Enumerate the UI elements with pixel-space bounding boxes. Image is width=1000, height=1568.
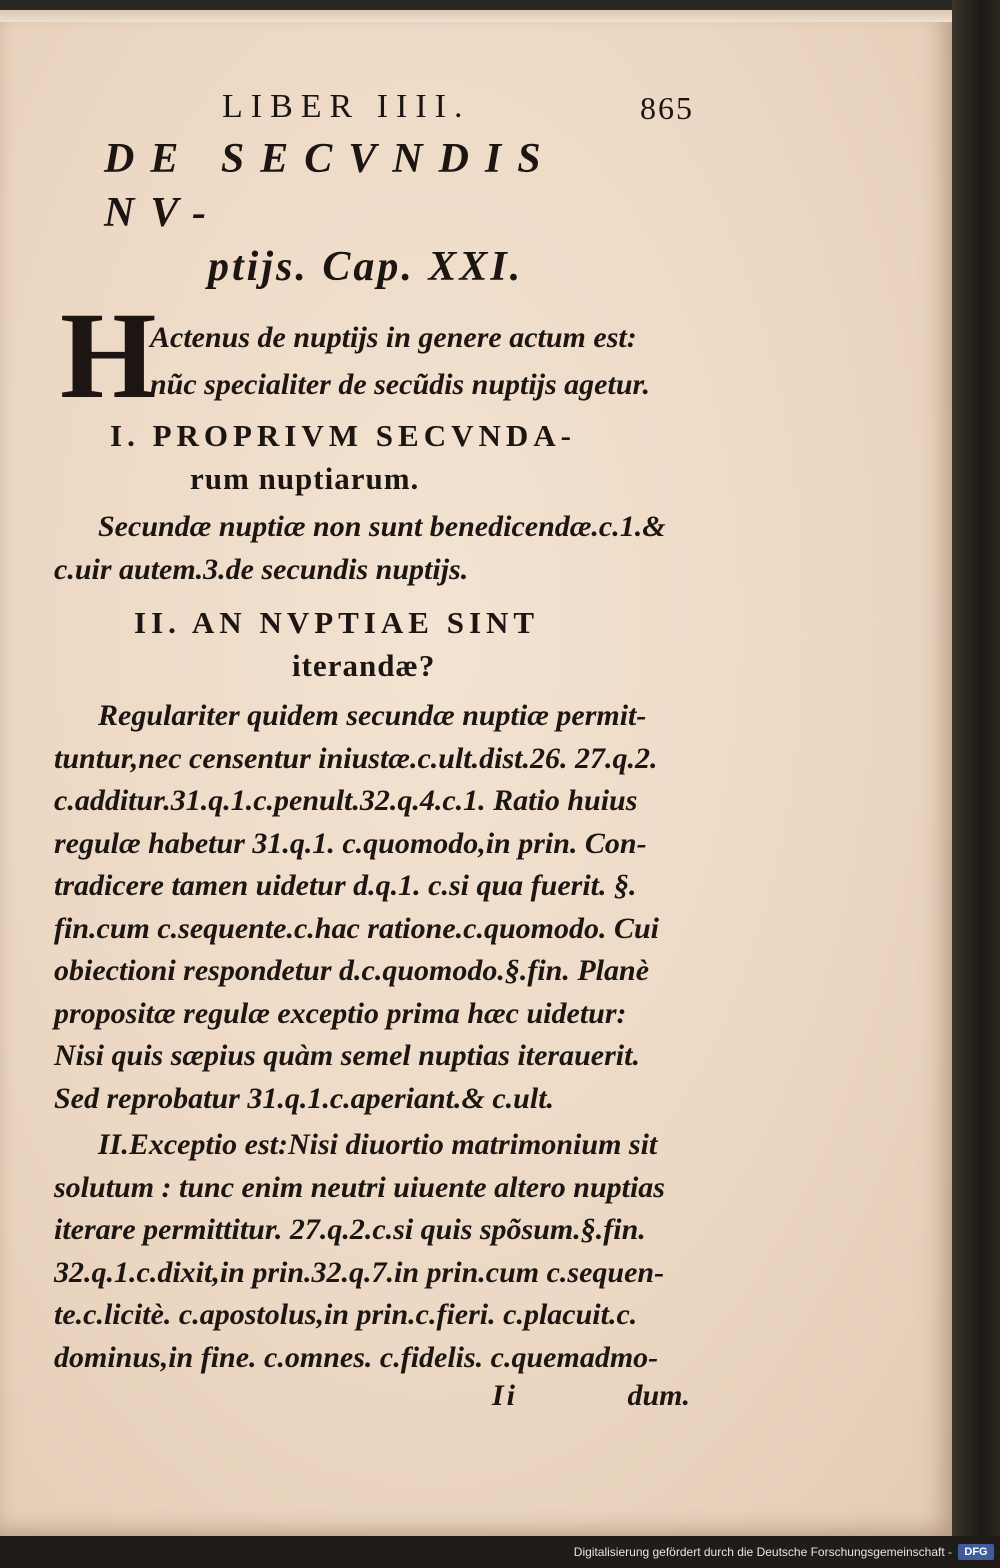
chapter-title (54, 132, 694, 294)
text-line: c.additur.31.q.1.c.penult.32.q.4.c.1. Ratio huius (54, 784, 638, 817)
page-number: 865 (640, 90, 694, 126)
text-line: tradicere tamen uidetur d.q.1. c.si qua fuerit. §. (54, 869, 637, 902)
intro-text (150, 314, 695, 408)
text-line: iterare permittitur. 27.q.2.c.si quis spõsum.§.fin. (54, 1213, 646, 1246)
running-head-title: LIBER IIII. (222, 88, 471, 125)
text-line: Regulariter quidem secundæ nuptiæ permit- (98, 699, 647, 732)
section-2-paragraph-1 (54, 695, 694, 1120)
text-line: 32.q.1.c.dixit,in prin.32.q.7.in prin.cum c.sequen- (54, 1255, 665, 1289)
book-spine-edge (952, 0, 1000, 1568)
text-line: regulæ habetur 31.q.1. c.quomodo,in prin. Con- (54, 826, 647, 860)
intro-paragraph (54, 287, 694, 424)
text-line: tuntur,nec censentur iniustæ.c.ult.dist.26. 27.q.2. (54, 741, 658, 775)
page-text-block (54, 80, 694, 1423)
section-heading-1-line-1: I. PROPRIVM SECVNDA- (110, 418, 576, 453)
text-line: II.Exceptio est:Nisi diuortio matrimonium sit (98, 1128, 658, 1161)
digitization-credit: Digitalisierung gefördert durch die Deutsche Forschungsgemeinschaft - (573, 1545, 952, 1559)
text-line: solutum : tunc enim neutri uiuente altero nuptias (54, 1170, 665, 1204)
drop-cap-initial: H (60, 287, 157, 424)
running-head (54, 80, 694, 132)
section-1-paragraph (54, 506, 694, 591)
chapter-title-line-1: DE SECVNDIS NV- (104, 136, 557, 236)
text-line: c.uir autem.3.de secundis nuptijs. (54, 552, 469, 586)
text-line: fin.cum c.sequente.c.hac ratione.c.quomodo. Cui (54, 911, 660, 945)
text-line: propositæ regulæ exceptio prima hæc uidetur: (54, 996, 627, 1030)
signature-mark: Ii (492, 1379, 519, 1412)
dfg-logo: DFG (958, 1544, 994, 1560)
section-heading-2-line-2: iterandæ? (292, 648, 436, 683)
text-line: Nisi quis sæpius quàm semel nuptias iterauerit. (54, 1039, 640, 1072)
page-top-edge (0, 10, 960, 22)
text-line: Secundæ nuptiæ non sunt benedicendæ.c.1.& (98, 510, 666, 543)
text-line: Sed reprobatur 31.q.1.c.aperiant.& c.ult. (54, 1081, 555, 1115)
section-heading-2 (54, 601, 694, 687)
text-line: Actenus de nuptijs in genere actum est: (150, 321, 637, 354)
book-page (0, 10, 958, 1536)
text-line: nũc specialiter de secũdis nuptijs agetur. (150, 368, 651, 401)
chapter-title-line-2: ptijs. Cap. XXI. (208, 244, 524, 290)
section-2-paragraph-2 (54, 1124, 694, 1379)
text-line: te.c.licitè. c.apostolus,in prin.c.fieri. c.placuit.c. (54, 1298, 638, 1331)
text-line: obiectioni respondetur d.c.quomodo.§.fin. Planè (54, 954, 650, 987)
catchline (54, 1379, 694, 1423)
text-line: dominus,in fine. c.omnes. c.fidelis. c.quemadmo- (54, 1340, 659, 1374)
section-heading-1 (54, 414, 694, 500)
section-heading-2-line-1: II. AN NVPTIAE SINT (134, 605, 540, 640)
catchword: dum. (627, 1379, 690, 1412)
section-heading-1-line-2: rum nuptiarum. (190, 461, 420, 496)
